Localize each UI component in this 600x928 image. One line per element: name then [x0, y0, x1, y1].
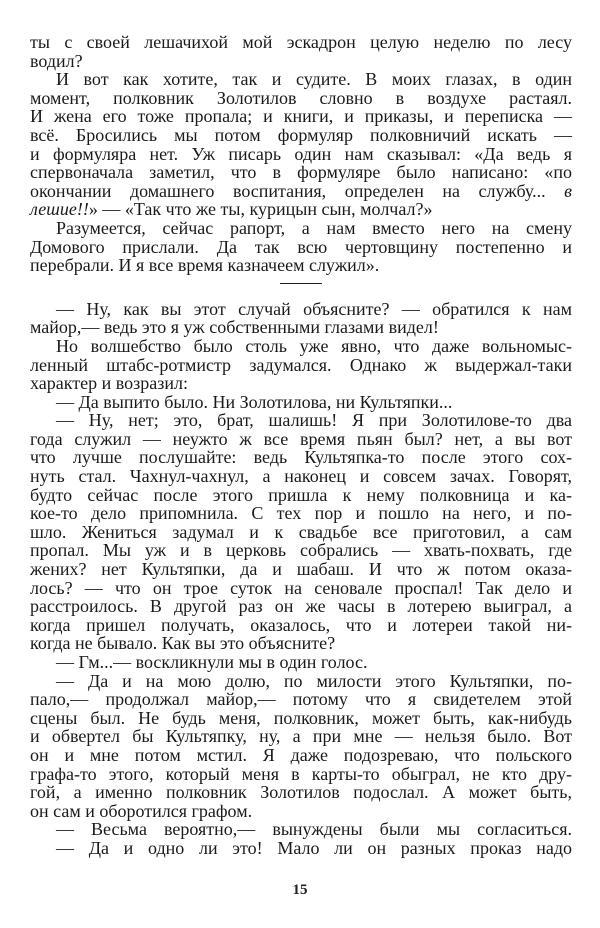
text-section-1	[30, 33, 572, 275]
text-segment: — Гм...— воскликнули мы в один голос.	[56, 652, 368, 672]
text-line	[30, 486, 572, 505]
text-line	[30, 616, 572, 635]
text-segment: » — «Так что же ты, курицын сын, молчал?»	[88, 199, 433, 220]
text-line	[30, 839, 572, 858]
page-number: 15	[292, 882, 308, 898]
text-segment: майор,— ведь это я уж собственными глазами видел!	[30, 317, 439, 338]
text-segment: водил?	[30, 50, 83, 71]
text-line	[30, 126, 572, 145]
text-segment: в	[564, 180, 572, 201]
text-segment: расстроилось. В другой раз он же часы в лотерею выиграл, а	[30, 596, 572, 617]
text-segment: гой, а именно полковник Золотилов подослал. А может быть,	[30, 782, 572, 803]
text-segment: характер и возразил:	[30, 373, 188, 394]
text-line	[30, 374, 572, 393]
text-line	[30, 33, 572, 52]
text-segment: сцены был. Не будь меня, полковник, может быть, как-нибудь	[30, 707, 572, 728]
text-segment: пало,— продолжал майор,— потому что я свидетелем этой	[30, 689, 572, 710]
text-line	[30, 672, 572, 691]
text-segment: пропал. Мы уж и в церковь собрались — хвать-похвать, где	[30, 540, 572, 561]
text-segment: — Ну, нет; это, брат, шалишь! Я при Золотилове-то два	[56, 410, 572, 431]
text-line	[30, 356, 572, 375]
text-segment: когда пришел получать, оказалось, что и лотереи такой ни-	[30, 614, 572, 635]
text-section-2	[30, 300, 572, 858]
text-segment: — Да и на мою долю, по милости этого Культяпки, по-	[56, 670, 572, 691]
text-segment: и обвертел бы Культяпку, ну, а при мне — нельзя было. Вот	[30, 726, 572, 747]
text-segment: Разумеется, сейчас рапорт, а нам вместо него на смену	[56, 217, 572, 238]
text-line	[30, 709, 572, 728]
text-segment: он сам и оборотился графом.	[30, 800, 253, 821]
text-segment: шло. Жениться задумал и к свадьбе все приготовил, а сам	[30, 521, 572, 542]
text-line	[30, 52, 572, 71]
text-line	[30, 765, 572, 784]
text-line	[30, 597, 572, 616]
text-line	[30, 560, 572, 579]
text-line	[30, 579, 572, 598]
text-segment: всё. Бросились мы потом формуляр полковничий искать —	[30, 124, 572, 145]
text-segment: лешие!!	[30, 199, 89, 220]
text-line	[30, 200, 572, 219]
text-segment: — Ну, как вы этот случай объясните? — обратился к нам	[56, 298, 572, 319]
text-line	[30, 448, 572, 467]
text-segment: лось? — что он трое суток на сеновале проспал! Так дело и	[30, 577, 572, 598]
text-line	[30, 523, 572, 542]
text-line	[30, 746, 572, 765]
text-segment: года служил — неужто ж все время пьян был? нет, а вы вот	[30, 428, 572, 449]
text-line	[30, 70, 572, 89]
text-segment: — Да и одно ли это! Мало ли он разных проказ надо	[56, 837, 572, 858]
text-line	[30, 634, 572, 653]
text-line	[30, 393, 572, 412]
text-segment: И вот как хотите, так и судите. В моих глазах, в один	[56, 69, 572, 90]
text-line	[30, 89, 572, 108]
text-line	[30, 337, 572, 356]
text-segment: будто сейчас после этого пришла к нему полковница и ка-	[30, 484, 572, 505]
text-segment: перебрали. И я все время казначеем служил».	[30, 255, 380, 276]
text-segment: когда не бывало. Как вы это объясните?	[30, 633, 336, 654]
text-segment: Но волшебство было столь уже явно, что даже вольномыс-	[56, 335, 572, 356]
section-divider	[280, 283, 322, 284]
text-line	[30, 219, 572, 238]
text-segment: ленный штабс-ротмистр задумался. Однако ж выдержал-таки	[30, 354, 572, 375]
text-line	[30, 430, 572, 449]
text-segment: нуть стал. Чахнул-чахнул, а наконец и совсем зачах. Говорят,	[30, 466, 572, 487]
text-segment: спервоначала заметил, что в формуляре было написано: «по	[30, 162, 572, 183]
text-segment: графа-то этого, который меня в карты-то обыграл, не кто дру-	[30, 763, 572, 784]
text-segment: — Весьма вероятно,— вынуждены были мы согласиться.	[56, 819, 572, 840]
text-line	[30, 690, 572, 709]
text-segment: окончании домашнего воспитания, определен на службу...	[30, 180, 565, 201]
text-line	[30, 653, 572, 672]
text-segment: Домового прислали. Да так всю чертовщину постепенно и	[30, 236, 572, 257]
text-line	[30, 467, 572, 486]
text-segment: момент, полковник Золотилов словно в воздухе растаял.	[30, 87, 572, 108]
text-line	[30, 541, 572, 560]
text-segment: жених? нет Культяпки, да и шабаш. И что ж потом оказа-	[30, 559, 572, 580]
text-line	[30, 504, 572, 523]
text-segment: И жена его тоже пропала; и книги, и приказы, и переписка —	[30, 106, 572, 127]
text-line	[30, 802, 572, 821]
text-line	[30, 783, 572, 802]
text-line	[30, 107, 572, 126]
text-line	[30, 145, 572, 164]
text-line	[30, 256, 572, 275]
text-line	[30, 238, 572, 257]
text-segment: ты с своей лешачихой мой эскадрон целую неделю по лесу	[30, 32, 572, 52]
text-segment: он и мне потом мстил. Я даже подозреваю, что польского	[30, 744, 572, 765]
text-segment: что лучше послушайте: ведь Культяпка-то после этого сох-	[30, 447, 572, 468]
text-line	[30, 411, 572, 430]
text-segment: и формуляра нет. Уж писарь один нам сказывал: «Да ведь я	[30, 143, 572, 164]
text-line	[30, 318, 572, 337]
text-line	[30, 727, 572, 746]
text-line	[30, 182, 572, 201]
text-line	[30, 300, 572, 319]
text-segment: кое-то дело припомнила. С тех пор и пошло на него, и по-	[30, 503, 572, 524]
book-page-text	[30, 33, 572, 858]
text-line	[30, 820, 572, 839]
text-line	[30, 163, 572, 182]
text-segment: — Да выпито было. Ни Золотилова, ни Культяпки...	[56, 391, 453, 412]
